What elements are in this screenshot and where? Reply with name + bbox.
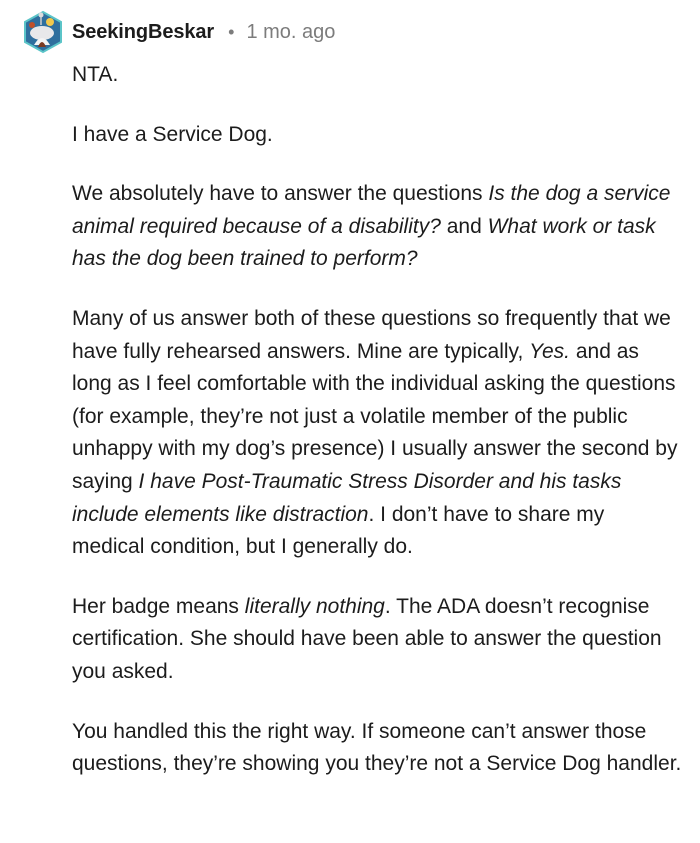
text-run: and [440, 214, 488, 238]
comment-paragraph [72, 59, 682, 92]
comment-paragraph [72, 591, 682, 689]
italic-text: literally nothing [244, 594, 385, 618]
avatar[interactable] [20, 9, 66, 55]
text-run: I have a Service Dog. [72, 122, 273, 146]
italic-text: Yes. [529, 339, 571, 363]
text-run: . The ADA doesn’t recognise certification. She should have been able to answer the question you asked. [72, 594, 662, 683]
italic-text: Is the dog a service animal required because of a disability? [72, 182, 671, 238]
comment-body [72, 59, 682, 808]
comment-paragraph [72, 119, 682, 152]
username-link[interactable]: SeekingBeskar [72, 20, 215, 43]
timestamp: 1 mo. ago [246, 20, 336, 43]
text-run: and as long as I feel comfortable with the individual asking the questions (for example, they’re not just a volatile member of the public unhappy with my dog’s presence) I usually answer the second by saying [72, 339, 678, 493]
comment-paragraph [72, 303, 682, 564]
comment-header [20, 8, 335, 56]
comment-paragraph [72, 716, 682, 781]
text-run: NTA. [72, 63, 119, 86]
text-run: We absolutely have to answer the questions [72, 182, 489, 206]
snoo-avatar-icon [20, 9, 66, 55]
separator-dot: • [228, 21, 235, 42]
italic-text: What work or task has the dog been trained to perform? [72, 214, 656, 271]
text-run: . I don’t have to share my medical condition, but I generally do. [72, 502, 605, 559]
text-run: Many of us answer both of these questions so frequently that we have fully rehearsed answers. Mine are typically, [72, 306, 671, 363]
text-run: You handled this the right way. If someone can’t answer those questions, they’re showing you they’re not a Service Dog handler. [72, 719, 682, 776]
italic-text: I have Post-Traumatic Stress Disorder and his tasks include elements like distraction [72, 469, 622, 526]
text-run: Her badge means [72, 594, 245, 618]
comment-paragraph [72, 178, 682, 276]
